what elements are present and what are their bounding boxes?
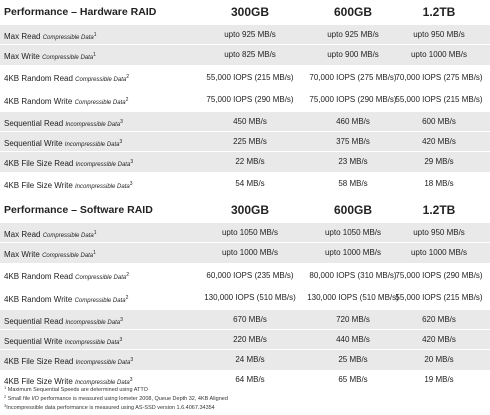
cell-300gb: 64 MB/s xyxy=(235,375,265,384)
cell-600gb: upto 925 MB/s xyxy=(327,30,379,39)
footnote-ref: 3 xyxy=(129,181,133,187)
software-header-row xyxy=(0,198,490,223)
row-label: Sequential Write xyxy=(4,139,63,148)
row-label: Sequential Write xyxy=(4,337,63,346)
table-row xyxy=(0,330,490,350)
software-col-600gb: 600GB xyxy=(333,203,373,217)
table-row xyxy=(0,350,490,370)
row-label: Max Write xyxy=(4,52,40,61)
row-label: Sequential Read xyxy=(4,317,64,326)
cell-600gb: 440 MB/s xyxy=(336,335,370,344)
cell-1-2tb: 620 MB/s xyxy=(422,315,456,324)
row-label: 4KB File Size Read xyxy=(4,357,74,366)
cell-1-2tb: 20 MB/s xyxy=(424,355,454,364)
cell-300gb: upto 825 MB/s xyxy=(224,50,276,59)
cell-1-2tb: upto 1000 MB/s xyxy=(410,50,468,59)
row-note: Compressible Data xyxy=(74,100,126,106)
software-col-300gb: 300GB xyxy=(230,203,270,217)
cell-600gb: 80,000 IOPS (310 MB/s) xyxy=(309,271,397,280)
cell-300gb: 60,000 IOPS (235 MB/s) xyxy=(206,271,294,280)
footnote-3: $^3$Incompressible data performance is measured using AS-SSD version 1.6.4067.34354 xyxy=(4,403,215,411)
row-note: Incompressible Data xyxy=(75,184,130,190)
table-row xyxy=(0,132,490,152)
table-row xyxy=(0,25,490,45)
cell-300gb: 130,000 IOPS (510 MB/s) xyxy=(204,293,296,302)
table-row xyxy=(0,263,490,288)
row-label: Max Write xyxy=(4,250,40,259)
cell-600gb: 460 MB/s xyxy=(336,117,370,126)
hardware-header-row xyxy=(0,0,490,25)
cell-600gb: 375 MB/s xyxy=(336,137,370,146)
footnote-ref: 3 xyxy=(120,317,123,323)
cell-600gb: 130,000 IOPS (510 MB/s) xyxy=(307,293,399,302)
row-label: 4KB Random Write xyxy=(4,97,73,106)
cell-1-2tb: upto 950 MB/s xyxy=(413,30,465,39)
row-note: Incompressible Data xyxy=(65,320,121,326)
cell-600gb: 25 MB/s xyxy=(338,355,368,364)
footnote-ref: 3 xyxy=(119,337,123,343)
footnote-ref: 3 xyxy=(119,139,123,145)
footnote-2: $^2$ Small file I/O performance is measured using Iometer 2008, Queue Depth 32, 4KB Aligned xyxy=(4,394,228,402)
cell-600gb: 58 MB/s xyxy=(338,179,368,188)
cell-300gb: upto 1000 MB/s xyxy=(221,248,279,257)
row-note: Incompressible Data xyxy=(65,122,121,128)
cell-1-2tb: 18 MB/s xyxy=(424,179,454,188)
cell-300gb: 55,000 IOPS (215 MB/s) xyxy=(206,73,294,82)
table-row xyxy=(0,172,490,196)
cell-1-2tb: 29 MB/s xyxy=(424,157,454,166)
cell-600gb: 23 MB/s xyxy=(338,157,368,166)
footnote-ref: 1 xyxy=(93,52,96,58)
cell-600gb: 75,000 IOPS (290 MB/s) xyxy=(309,95,397,104)
hardware-raid-table xyxy=(0,0,490,196)
row-note: Compressible Data xyxy=(42,35,94,41)
cell-1-2tb: 420 MB/s xyxy=(422,335,456,344)
cell-600gb: 70,000 IOPS (275 MB/s) xyxy=(309,73,397,82)
cell-600gb: 65 MB/s xyxy=(338,375,368,384)
cell-600gb: 720 MB/s xyxy=(336,315,370,324)
footnote-ref: 3 xyxy=(130,357,134,363)
row-note: Compressible Data xyxy=(75,77,127,83)
footnote-ref: 1 xyxy=(93,230,97,236)
footnote-ref: 3 xyxy=(129,377,133,383)
cell-300gb: 22 MB/s xyxy=(235,157,265,166)
cell-1-2tb: 70,000 IOPS (275 MB/s) xyxy=(395,73,483,82)
footnote-ref: 3 xyxy=(130,159,134,165)
cell-1-2tb: 55,000 IOPS (215 MB/s) xyxy=(395,293,483,302)
cell-300gb: 24 MB/s xyxy=(235,355,265,364)
cell-300gb: 54 MB/s xyxy=(235,179,265,188)
table-row xyxy=(0,243,490,263)
cell-600gb: upto 1050 MB/s xyxy=(324,228,382,237)
hardware-col-1-2tb: 1.2TB xyxy=(422,5,456,19)
footnote-ref: 3 xyxy=(120,119,123,125)
footnote-ref: 1 xyxy=(93,32,97,38)
software-raid-table xyxy=(0,198,490,390)
row-note: Compressible Data xyxy=(42,55,94,61)
cell-300gb: upto 1050 MB/s xyxy=(221,228,279,237)
row-note: Incompressible Data xyxy=(64,340,120,346)
table-row xyxy=(0,45,490,65)
row-note: Incompressible Data xyxy=(64,142,120,148)
cell-300gb: 450 MB/s xyxy=(233,117,267,126)
row-label: 4KB File Size Write xyxy=(4,377,73,386)
row-label: 4KB File Size Read xyxy=(4,159,74,168)
hardware-title: Performance – Hardware RAID xyxy=(4,6,157,18)
row-note: Incompressible Data xyxy=(75,380,130,386)
table-row xyxy=(0,223,490,243)
cell-1-2tb: 55,000 IOPS (215 MB/s) xyxy=(395,95,483,104)
footnote-ref: 2 xyxy=(126,74,129,80)
table-row xyxy=(0,90,490,110)
row-label: Sequential Read xyxy=(4,119,64,128)
cell-300gb: 75,000 IOPS (290 MB/s) xyxy=(206,95,294,104)
cell-1-2tb: 420 MB/s xyxy=(422,137,456,146)
cell-1-2tb: 75,000 IOPS (290 MB/s) xyxy=(395,271,483,280)
cell-1-2tb: 19 MB/s xyxy=(424,375,454,384)
table-row xyxy=(0,288,490,308)
row-label: 4KB File Size Write xyxy=(4,181,73,190)
cell-600gb: upto 1000 MB/s xyxy=(324,248,382,257)
row-note: Compressible Data xyxy=(74,298,126,304)
hardware-col-600gb: 600GB xyxy=(333,5,373,19)
footnote-ref: 2 xyxy=(126,272,129,278)
software-title: Performance – Software RAID xyxy=(4,204,153,216)
cell-1-2tb: upto 950 MB/s xyxy=(413,228,465,237)
row-label: Max Read xyxy=(4,230,41,239)
hardware-col-300gb: 300GB xyxy=(230,5,270,19)
row-note: Compressible Data xyxy=(42,233,94,239)
table-row xyxy=(0,152,490,172)
footnote-ref: 1 xyxy=(93,250,96,256)
cell-600gb: upto 900 MB/s xyxy=(327,50,379,59)
software-col-1-2tb: 1.2TB xyxy=(422,203,456,217)
row-label: Max Read xyxy=(4,32,41,41)
cell-300gb: 670 MB/s xyxy=(233,315,267,324)
row-label: 4KB Random Read xyxy=(4,74,73,83)
cell-300gb: 220 MB/s xyxy=(233,335,267,344)
row-label: 4KB Random Write xyxy=(4,295,73,304)
footnote-ref: 2 xyxy=(125,97,129,103)
table-row xyxy=(0,65,490,90)
cell-1-2tb: upto 1000 MB/s xyxy=(410,248,468,257)
cell-300gb: upto 925 MB/s xyxy=(224,30,276,39)
row-note: Incompressible Data xyxy=(75,162,131,168)
table-row xyxy=(0,112,490,132)
table-row xyxy=(0,310,490,330)
row-note: Incompressible Data xyxy=(75,360,131,366)
footnote-1: $^1$ Maximum Sequential Speeds are determined using ATTO xyxy=(4,385,148,393)
row-note: Compressible Data xyxy=(75,275,127,281)
cell-300gb: 225 MB/s xyxy=(233,137,267,146)
row-label: 4KB Random Read xyxy=(4,272,73,281)
footnote-ref: 2 xyxy=(125,295,129,301)
row-note: Compressible Data xyxy=(42,253,94,259)
cell-1-2tb: 600 MB/s xyxy=(422,117,456,126)
